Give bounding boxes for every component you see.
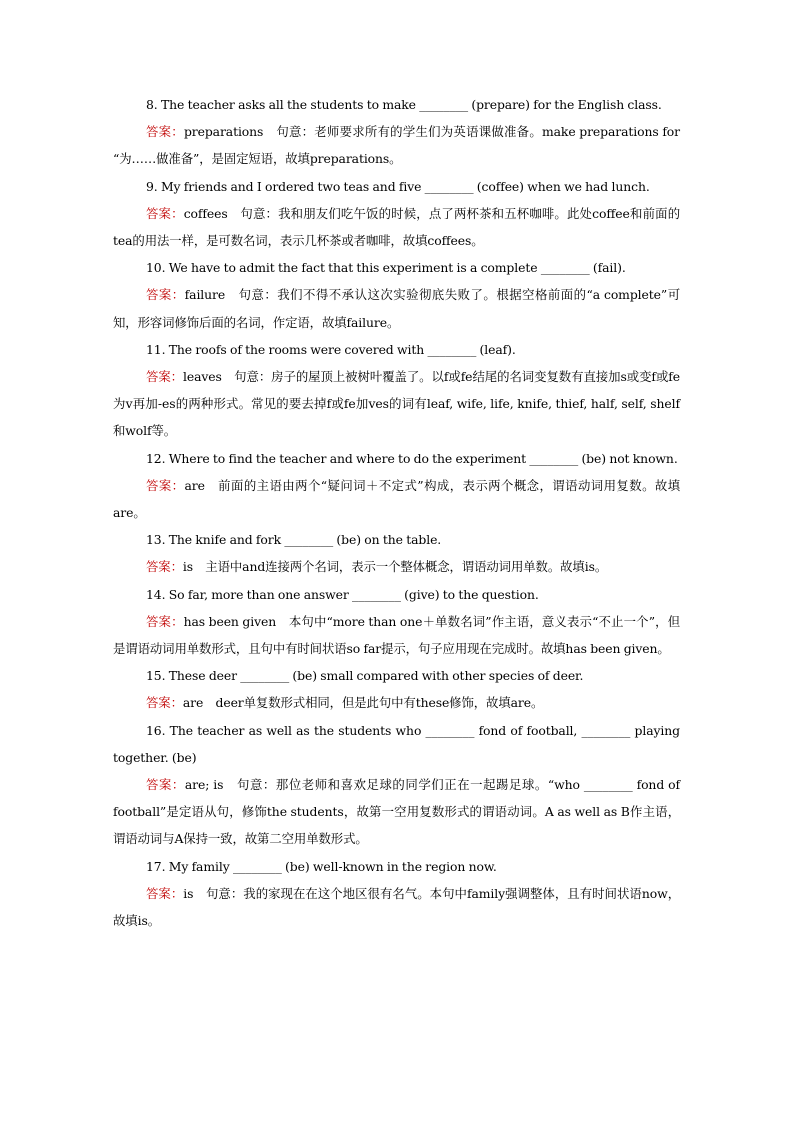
- exercise-item: [113, 91, 680, 173]
- answer-content: are; is 句意：那位老师和喜欢足球的同学们正在一起踢足球。“who ________ fond of football”是定语从句，修饰the students，故第一空用复数形式的谓语动词。A as well as B作主语，谓语动词与A保持一致，故第二空用单数形式。: [113, 777, 680, 847]
- answer-text: [113, 553, 680, 580]
- answer-content: failure 句意：我们不得不承认这次实验彻底失败了。根据空格前面的“a complete”可知，形容词修饰后面的名词，作定语，故填failure。: [113, 287, 680, 330]
- answer-text: [113, 689, 680, 716]
- answer-label: 答案：: [146, 777, 185, 793]
- exercise-item: [113, 336, 680, 445]
- question-text: 11. The roofs of the rooms were covered with ________ (leaf).: [146, 341, 516, 357]
- answer-label: 答案：: [146, 287, 185, 303]
- answer-text: [113, 880, 680, 934]
- answer-label: 答案：: [146, 695, 183, 711]
- answer-text: [113, 608, 680, 662]
- answer-content: leaves 句意：房子的屋顶上被树叶覆盖了。以f或fe结尾的名词变复数有直接加s或变f或fe为v再加-es的两种形式。常见的要去掉f或fe加ves的词有leaf, wife, life, knife, thief, half, self, shelf和wolf等。: [113, 369, 681, 439]
- question-text: 12. Where to find the teacher and where to do the experiment ________ (be) not known.: [146, 450, 678, 466]
- answer-content: preparations 句意：老师要求所有的学生们为英语课做准备。make preparations for “为……做准备”，是固定短语，故填preparations。: [113, 124, 680, 167]
- answer-content: has been given 本句中“more than one＋单数名词”作主语，意义表示“不止一个”，但是谓语动词用单数形式，且句中有时间状语so far提示，句子应用现在完成时。故填has been given。: [113, 613, 680, 657]
- answer-text: [113, 771, 680, 853]
- question-text: 10. We have to admit the fact that this experiment is a complete ________ (fail).: [146, 260, 626, 276]
- exercise-item: [113, 254, 680, 336]
- question-text: 15. These deer ________ (be) small compared with other species of deer.: [146, 668, 584, 684]
- answer-text: [113, 281, 680, 335]
- question-text: 16. The teacher as well as the students who ________ fond of football, ________ playing together. (be): [113, 722, 680, 765]
- answer-label: 答案：: [146, 559, 183, 575]
- answer-label: 答案：: [146, 124, 184, 140]
- exercise-item: [113, 526, 680, 580]
- answer-text: [113, 118, 680, 172]
- question-text: 8. The teacher asks all the students to make ________ (prepare) for the English class.: [146, 97, 662, 112]
- answer-content: is 句意：我的家现在在这个地区很有名气。本句中family强调整体，且有时间状语now，故填is。: [113, 885, 681, 929]
- exercise-item: [113, 445, 680, 527]
- answer-label: 答案：: [146, 369, 184, 385]
- exercise-item: [113, 853, 680, 935]
- answer-content: is 主语中and连接两个名词，表示一个整体概念，谓语动词用单数。故填is。: [182, 559, 608, 575]
- exercise-item: [113, 717, 680, 853]
- question-text: 17. My family ________ (be) well-known in the region now.: [146, 858, 497, 874]
- answer-text: [113, 200, 680, 254]
- question-text: 13. The knife and fork ________ (be) on the table.: [146, 532, 442, 548]
- answer-label: 答案：: [146, 477, 185, 493]
- answer-text: [113, 472, 680, 526]
- answer-label: 答案：: [146, 613, 184, 629]
- answer-content: are deer单复数形式相同，但是此句中有these修饰，故填are。: [182, 695, 544, 711]
- exercise-item: [113, 173, 680, 255]
- exercise-page: [113, 91, 680, 934]
- question-text: 9. My friends and I ordered two teas and five ________ (coffee) when we had lunch.: [146, 178, 650, 194]
- exercise-item: [113, 662, 680, 716]
- exercise-item: [113, 581, 680, 663]
- answer-label: 答案：: [146, 205, 184, 221]
- answer-text: [113, 363, 680, 445]
- answer-content: are 前面的主语由两个“疑问词＋不定式”构成，表示两个概念，谓语动词用复数。故填are。: [113, 477, 681, 521]
- answer-label: 答案：: [146, 885, 184, 901]
- question-text: 14. So far, more than one answer ________ (give) to the question.: [146, 586, 539, 602]
- answer-content: coffees 句意：我和朋友们吃午饭的时候，点了两杯茶和五杯咖啡。此处coffee和前面的tea的用法一样，是可数名词，表示几杯茶或者咖啡，故填coffees。: [113, 205, 680, 249]
